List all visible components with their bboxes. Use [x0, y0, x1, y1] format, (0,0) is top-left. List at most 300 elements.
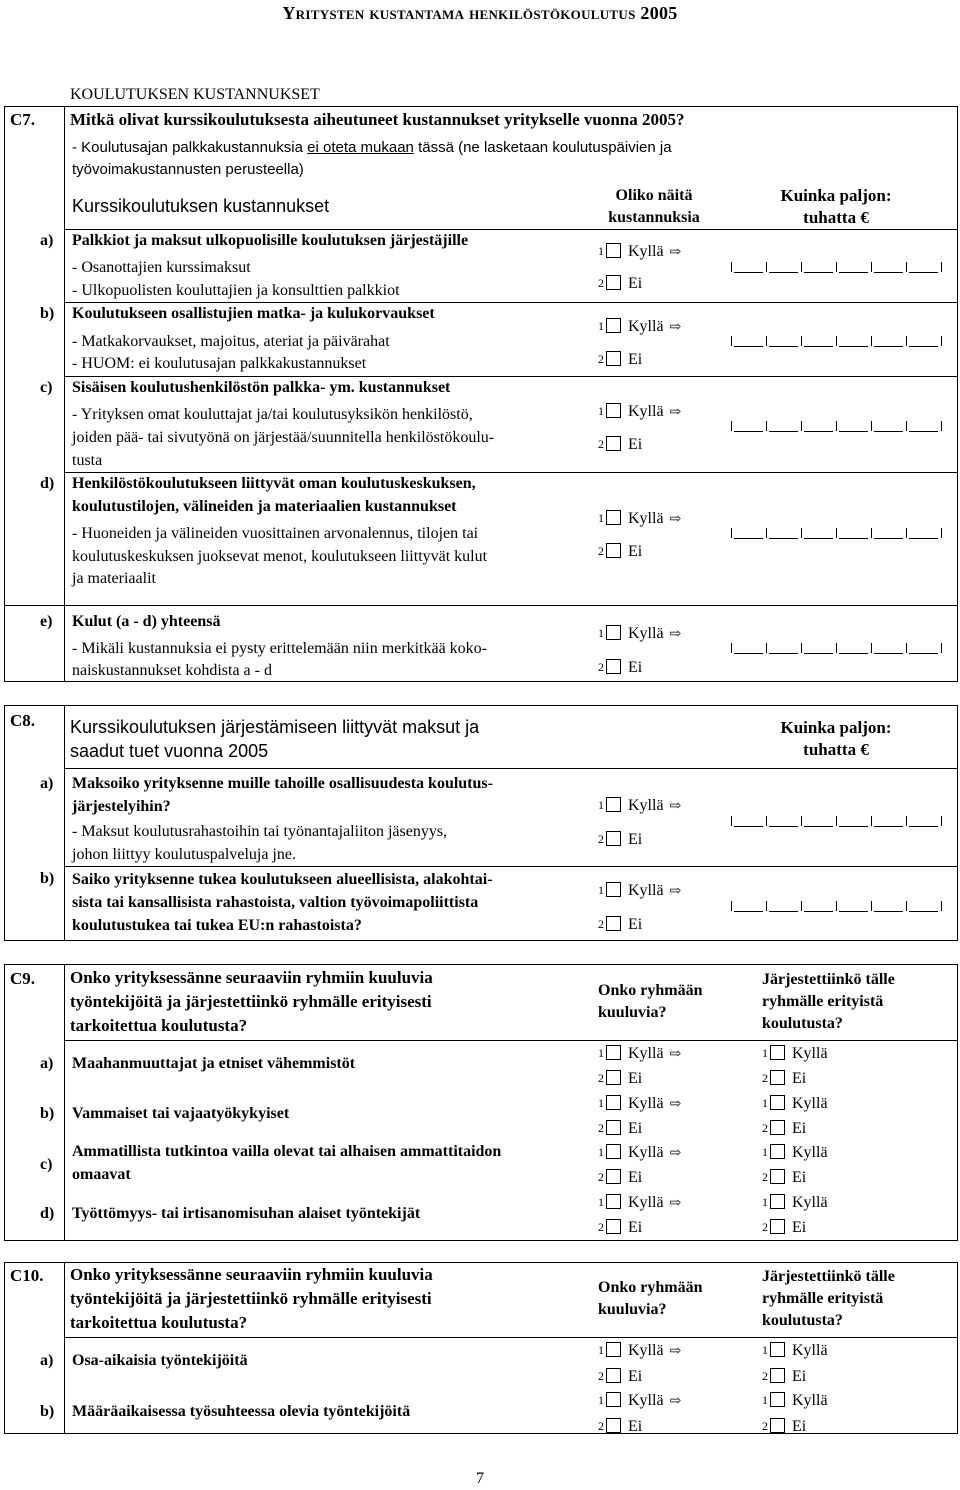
amount-digit[interactable] [909, 421, 938, 432]
option-label: Kyllä [628, 1342, 664, 1359]
item-letter: b) [40, 1403, 55, 1420]
checkbox[interactable] [770, 1368, 785, 1383]
checkbox[interactable] [770, 1045, 785, 1060]
question-number: C10. [10, 1266, 44, 1285]
checkbox[interactable] [606, 916, 621, 931]
answer-option[interactable] [598, 1390, 681, 1412]
option-label: Kyllä [628, 318, 664, 335]
amount-divider [941, 262, 942, 272]
amount-digit[interactable] [839, 262, 868, 273]
amount-divider [836, 421, 837, 431]
item-title: Ammatillista tutkintoa vailla olevat tai alhaisen ammattitaidon [72, 1143, 502, 1160]
answer-option[interactable] [762, 1217, 806, 1238]
item-title-cont: järjestelyihin? [72, 798, 171, 815]
amount-divider [801, 643, 802, 653]
option-label: Ei [628, 1070, 643, 1087]
checkbox[interactable] [606, 1070, 621, 1085]
amount-digit[interactable] [874, 528, 903, 539]
amount-digit[interactable] [839, 528, 868, 539]
amount-divider [731, 901, 732, 911]
item-letter: d) [40, 1205, 55, 1222]
answer-option[interactable] [598, 623, 681, 645]
option-label: Ei [628, 1418, 643, 1435]
option-number: 2 [598, 1071, 604, 1085]
answer-option[interactable] [598, 1068, 642, 1089]
checkbox[interactable] [606, 1045, 621, 1060]
item-letter: b) [40, 1105, 55, 1122]
item-detail: johon liittyy koulutuspalveluja jne. [72, 846, 296, 863]
checkbox[interactable] [770, 1194, 785, 1209]
item-title: Määräaikaisessa työsuhteessa olevia työntekijöitä [72, 1403, 411, 1420]
amount-field[interactable] [731, 816, 941, 826]
amount-digit[interactable] [769, 262, 798, 273]
item-title: Maksoiko yrityksenne muille tahoille osallisuudesta koulutus- [72, 775, 493, 792]
option-label: Kyllä [628, 625, 664, 642]
option-number: 2 [598, 1220, 604, 1234]
answer-option[interactable] [598, 541, 642, 562]
option-label: Ei [628, 659, 643, 676]
checkbox[interactable] [770, 1095, 785, 1110]
amount-divider [836, 816, 837, 826]
amount-divider [801, 336, 802, 346]
answer-option[interactable] [762, 1093, 828, 1114]
answer-option[interactable] [762, 1167, 806, 1188]
amount-divider [731, 336, 732, 346]
option-label: Ei [792, 1070, 807, 1087]
answer-option[interactable] [598, 1167, 642, 1188]
option-number: 2 [598, 544, 604, 558]
option-number: 1 [762, 1195, 768, 1209]
option-label: Kyllä [628, 1194, 664, 1211]
checkbox[interactable] [606, 1368, 621, 1383]
answer-option[interactable] [598, 273, 642, 294]
answer-option[interactable] [598, 1340, 681, 1362]
answer-option[interactable] [598, 657, 642, 678]
option-number: 2 [598, 832, 604, 846]
option-number: 2 [598, 1121, 604, 1135]
checkbox[interactable] [606, 1095, 621, 1110]
checkbox[interactable] [606, 436, 621, 451]
hollow-arrow-right-icon: ⇨ [669, 512, 682, 527]
amount-digit[interactable] [874, 816, 903, 827]
item-title: Maahanmuuttajat ja etniset vähemmistöt [72, 1055, 356, 1072]
amount-divider [871, 262, 872, 272]
option-number: 2 [762, 1220, 768, 1234]
amount-digit[interactable] [734, 528, 763, 539]
option-number: 2 [762, 1071, 768, 1085]
answer-option[interactable] [598, 1118, 642, 1139]
checkbox[interactable] [606, 1219, 621, 1234]
option-number: 1 [598, 1343, 604, 1357]
answer-option[interactable] [762, 1043, 828, 1064]
hollow-arrow-right-icon: ⇨ [669, 320, 682, 335]
checkbox[interactable] [770, 1219, 785, 1234]
amount-digit[interactable] [804, 901, 833, 912]
answer-option[interactable] [598, 241, 681, 263]
amount-digit[interactable] [839, 643, 868, 654]
option-label: Kyllä [628, 1144, 664, 1161]
item-title: Palkkiot ja maksut ulkopuolisille koulutuksen järjestäjille [72, 232, 469, 249]
amount-digit[interactable] [874, 421, 903, 432]
checkbox[interactable] [606, 351, 621, 366]
column-label: Kurssikoulutuksen kustannukset [72, 196, 330, 216]
answer-option[interactable] [598, 1093, 681, 1115]
answer-option[interactable] [598, 880, 681, 902]
option-label: Kyllä [628, 243, 664, 260]
item-letter: a) [40, 775, 54, 792]
question-text-cont: työntekijöitä ja järjestettiinkö ryhmälle erityisesti [70, 1289, 432, 1308]
amount-digit[interactable] [769, 901, 798, 912]
answer-option[interactable] [762, 1068, 806, 1089]
item-letter: b) [40, 870, 55, 887]
amount-divider [836, 336, 837, 346]
amount-digit[interactable] [839, 421, 868, 432]
column-header-training: Järjestettiinkö tälle ryhmälle erityistä koulutusta? [762, 971, 895, 1032]
amount-digit[interactable] [804, 336, 833, 347]
answer-option[interactable] [598, 1416, 642, 1437]
answer-option[interactable] [598, 1192, 681, 1214]
hollow-arrow-right-icon: ⇨ [669, 1196, 682, 1211]
option-label: Ei [792, 1169, 807, 1186]
checkbox[interactable] [606, 510, 621, 525]
amount-field[interactable] [731, 262, 941, 272]
column-header-training: Järjestettiinkö tälle ryhmälle erityistä koulutusta? [762, 1268, 895, 1329]
column-header-amount: Kuinka paljon: tuhatta € [780, 186, 892, 227]
option-label: Kyllä [792, 1095, 828, 1112]
amount-digit[interactable] [874, 643, 903, 654]
amount-divider [731, 643, 732, 653]
option-label: Kyllä [628, 1045, 664, 1062]
question-text-cont: tarkoitettua koulutusta? [70, 1313, 248, 1332]
amount-field[interactable] [731, 901, 941, 911]
option-number: 1 [762, 1393, 768, 1407]
amount-divider [941, 336, 942, 346]
amount-divider [836, 901, 837, 911]
item-detail: naiskustannukset kohdista a - d [72, 662, 272, 679]
checkbox[interactable] [770, 1070, 785, 1085]
amount-digit[interactable] [839, 336, 868, 347]
amount-field[interactable] [731, 421, 941, 431]
option-label: Kyllä [792, 1392, 828, 1409]
question-text: Kurssikoulutuksen järjestämiseen liittyvät maksut ja [70, 717, 480, 737]
option-number: 1 [762, 1145, 768, 1159]
amount-divider [731, 262, 732, 272]
item-title-cont: sista tai kansallisista rahastoista, valtion työvoimapoliittista [72, 894, 479, 911]
option-number: 2 [598, 917, 604, 931]
item-title: Osa-aikaisia työntekijöitä [72, 1352, 248, 1369]
page-number: 7 [476, 1470, 484, 1487]
answer-option[interactable] [598, 1142, 681, 1164]
option-number: 2 [598, 1369, 604, 1383]
answer-option[interactable] [762, 1340, 828, 1361]
question-note: - Koulutusajan palkkakustannuksia ei oteta mukaan tässä (ne lasketaan koulutuspäivien ja [72, 139, 672, 156]
option-number: 1 [762, 1096, 768, 1110]
question-text-cont: saadut tuet vuonna 2005 [70, 741, 269, 761]
checkbox[interactable] [770, 1120, 785, 1135]
option-number: 1 [598, 244, 604, 258]
amount-digit[interactable] [874, 901, 903, 912]
option-number: 1 [598, 404, 604, 418]
option-label: Ei [792, 1120, 807, 1137]
amount-digit[interactable] [769, 643, 798, 654]
amount-digit[interactable] [909, 262, 938, 273]
answer-option[interactable] [598, 1217, 642, 1238]
option-number: 2 [598, 437, 604, 451]
amount-field[interactable] [731, 528, 941, 538]
option-number: 1 [598, 883, 604, 897]
option-number: 1 [762, 1343, 768, 1357]
checkbox[interactable] [606, 1418, 621, 1433]
item-detail: - Yrityksen omat kouluttajat ja/tai koulutusyksikön henkilöstö, [72, 406, 473, 423]
option-label: Kyllä [628, 882, 664, 899]
amount-digit[interactable] [909, 643, 938, 654]
amount-divider [731, 528, 732, 538]
checkbox[interactable] [606, 1144, 621, 1159]
amount-divider [906, 336, 907, 346]
amount-divider [731, 816, 732, 826]
answer-option[interactable] [598, 914, 642, 935]
checkbox[interactable] [770, 1392, 785, 1407]
amount-divider [871, 816, 872, 826]
item-title-cont: koulutustukea tai tukea EU:n rahastoista? [72, 917, 362, 934]
amount-digit[interactable] [874, 336, 903, 347]
option-number: 1 [598, 1096, 604, 1110]
checkbox[interactable] [770, 1144, 785, 1159]
answer-option[interactable] [598, 1043, 681, 1065]
hollow-arrow-right-icon: ⇨ [669, 1146, 682, 1161]
amount-divider [766, 901, 767, 911]
amount-digit[interactable] [734, 421, 763, 432]
option-label: Ei [792, 1418, 807, 1435]
question-text-cont: tarkoitettua koulutusta? [70, 1016, 248, 1035]
amount-divider [941, 421, 942, 431]
item-title: Kulut (a - d) yhteensä [72, 613, 221, 630]
option-label: Ei [628, 543, 643, 560]
item-letter: a) [40, 1055, 54, 1072]
checkbox[interactable] [770, 1418, 785, 1433]
checkbox[interactable] [606, 831, 621, 846]
answer-option[interactable] [598, 795, 681, 817]
item-detail: ja materiaalit [72, 570, 156, 587]
amount-digit[interactable] [769, 421, 798, 432]
option-number: 2 [762, 1170, 768, 1184]
item-letter: c) [40, 379, 53, 396]
item-detail: - Osanottajien kurssimaksut [72, 259, 251, 276]
amount-divider [801, 901, 802, 911]
amount-divider [766, 336, 767, 346]
question-note-line2: työvoimakustannusten perusteella) [72, 161, 304, 178]
amount-field[interactable] [731, 336, 941, 346]
checkbox[interactable] [606, 1392, 621, 1407]
amount-digit[interactable] [734, 643, 763, 654]
amount-divider [906, 421, 907, 431]
answer-option[interactable] [598, 401, 681, 423]
checkbox[interactable] [606, 403, 621, 418]
checkbox[interactable] [606, 1342, 621, 1357]
item-detail: - Huoneiden ja välineiden vuosittainen arvonalennus, tilojen tai [72, 525, 479, 542]
amount-divider [941, 528, 942, 538]
amount-divider [731, 421, 732, 431]
amount-digit[interactable] [769, 528, 798, 539]
amount-digit[interactable] [734, 336, 763, 347]
option-number: 2 [598, 276, 604, 290]
amount-digit[interactable] [909, 901, 938, 912]
item-detail: - HUOM: ei koulutusajan palkkakustannukset [72, 355, 367, 372]
hollow-arrow-right-icon: ⇨ [669, 405, 682, 420]
option-label: Kyllä [792, 1045, 828, 1062]
amount-digit[interactable] [839, 816, 868, 827]
amount-divider [801, 262, 802, 272]
option-number: 2 [762, 1121, 768, 1135]
amount-divider [836, 528, 837, 538]
item-title-cont: koulutustilojen, välineiden ja materiaalien kustannukset [72, 498, 457, 515]
answer-option[interactable] [762, 1142, 828, 1163]
amount-digit[interactable] [804, 816, 833, 827]
amount-digit[interactable] [734, 262, 763, 273]
column-header-amount: Kuinka paljon: tuhatta € [780, 718, 892, 759]
answer-option[interactable] [762, 1390, 828, 1411]
item-detail: - Maksut koulutusrahastoihin tai työnantajaliiton jäsenyys, [72, 823, 448, 840]
option-number: 1 [598, 511, 604, 525]
checkbox[interactable] [606, 659, 621, 674]
answer-option[interactable] [762, 1118, 806, 1139]
item-letter: e) [40, 613, 53, 630]
item-letter: a) [40, 1352, 54, 1369]
hollow-arrow-right-icon: ⇨ [669, 1097, 682, 1112]
amount-divider [871, 901, 872, 911]
answer-option[interactable] [598, 829, 642, 850]
question-number: C7. [10, 110, 36, 129]
option-number: 2 [762, 1369, 768, 1383]
question-text: Onko yrityksessänne seuraaviin ryhmiin kuuluvia [70, 968, 433, 987]
checkbox[interactable] [606, 543, 621, 558]
question-text-cont: työntekijöitä ja järjestettiinkö ryhmälle erityisesti [70, 992, 432, 1011]
option-label: Ei [628, 275, 643, 292]
answer-option[interactable] [762, 1416, 806, 1437]
checkbox[interactable] [606, 1194, 621, 1209]
checkbox[interactable] [606, 1169, 621, 1184]
option-label: Kyllä [792, 1342, 828, 1359]
amount-divider [871, 336, 872, 346]
item-title: Saiko yrityksenne tukea koulutukseen alueellisista, alakohtai- [72, 871, 493, 888]
option-label: Ei [628, 1368, 643, 1385]
amount-divider [766, 816, 767, 826]
option-number: 1 [598, 1046, 604, 1060]
amount-digit[interactable] [804, 528, 833, 539]
option-label: Kyllä [628, 797, 664, 814]
question-text: Onko yrityksessänne seuraaviin ryhmiin kuuluvia [70, 1265, 433, 1284]
checkbox[interactable] [606, 243, 621, 258]
amount-digit[interactable] [804, 421, 833, 432]
column-header-belongs: Onko ryhmään kuuluvia? [598, 982, 703, 1021]
answer-option[interactable] [598, 349, 642, 370]
amount-divider [836, 262, 837, 272]
item-letter: b) [40, 305, 55, 322]
answer-option[interactable] [762, 1192, 828, 1213]
checkbox[interactable] [606, 625, 621, 640]
option-label: Ei [628, 1169, 643, 1186]
amount-digit[interactable] [734, 816, 763, 827]
item-title: Koulutukseen osallistujien matka- ja kulukorvaukset [72, 305, 435, 322]
amount-divider [801, 528, 802, 538]
amount-digit[interactable] [909, 336, 938, 347]
amount-field[interactable] [731, 643, 941, 653]
item-title: Henkilöstökoulutukseen liittyvät oman koulutuskeskuksen, [72, 475, 476, 492]
amount-divider [766, 421, 767, 431]
option-label: Kyllä [628, 510, 664, 527]
item-detail: tusta [72, 452, 103, 469]
amount-divider [906, 528, 907, 538]
amount-digit[interactable] [769, 336, 798, 347]
option-number: 1 [598, 798, 604, 812]
answer-option[interactable] [598, 1366, 642, 1387]
option-number: 1 [762, 1046, 768, 1060]
hollow-arrow-right-icon: ⇨ [669, 799, 682, 814]
amount-divider [906, 643, 907, 653]
option-label: Kyllä [792, 1194, 828, 1211]
amount-digit[interactable] [804, 643, 833, 654]
checkbox[interactable] [606, 318, 621, 333]
option-number: 2 [762, 1419, 768, 1433]
checkbox[interactable] [606, 1120, 621, 1135]
option-label: Ei [628, 831, 643, 848]
checkbox[interactable] [606, 275, 621, 290]
column-header-had-costs: Oliko näitä kustannuksia [608, 187, 700, 226]
item-title: Vammaiset tai vajaatyökykyiset [72, 1105, 290, 1122]
option-label: Ei [628, 916, 643, 933]
option-number: 1 [598, 1393, 604, 1407]
checkbox[interactable] [606, 797, 621, 812]
option-number: 2 [598, 352, 604, 366]
amount-divider [766, 643, 767, 653]
question-text: Mitkä olivat kurssikoulutuksesta aiheutuneet kustannukset yritykselle vuonna 2005? [70, 110, 685, 129]
amount-divider [941, 901, 942, 911]
amount-digit[interactable] [839, 901, 868, 912]
option-label: Ei [628, 1219, 643, 1236]
question-number: C9. [10, 969, 36, 988]
item-title-cont: omaavat [72, 1166, 131, 1183]
amount-digit[interactable] [874, 262, 903, 273]
amount-digit[interactable] [734, 901, 763, 912]
option-number: 1 [598, 319, 604, 333]
answer-option[interactable] [598, 316, 681, 338]
answer-option[interactable] [598, 434, 642, 455]
amount-divider [871, 528, 872, 538]
column-header-belongs: Onko ryhmään kuuluvia? [598, 1279, 703, 1318]
item-detail: koulutuskeskuksen juoksevat menot, koulutukseen liittyvät kulut [72, 548, 488, 565]
answer-option[interactable] [762, 1366, 806, 1387]
answer-option[interactable] [598, 508, 681, 530]
amount-digit[interactable] [909, 528, 938, 539]
amount-digit[interactable] [804, 262, 833, 273]
hollow-arrow-right-icon: ⇨ [669, 884, 682, 899]
amount-divider [766, 528, 767, 538]
checkbox[interactable] [770, 1342, 785, 1357]
hollow-arrow-right-icon: ⇨ [669, 245, 682, 260]
page-header: Yritysten kustantama henkilöstökoulutus 2005 [282, 3, 678, 23]
checkbox[interactable] [606, 882, 621, 897]
amount-divider [906, 262, 907, 272]
amount-digit[interactable] [909, 816, 938, 827]
amount-divider [801, 816, 802, 826]
amount-digit[interactable] [769, 816, 798, 827]
option-number: 2 [598, 1170, 604, 1184]
amount-divider [941, 816, 942, 826]
checkbox[interactable] [770, 1169, 785, 1184]
option-number: 2 [598, 1419, 604, 1433]
amount-divider [801, 421, 802, 431]
item-title: Työttömyys- tai irtisanomisuhan alaiset työntekijät [72, 1205, 421, 1222]
